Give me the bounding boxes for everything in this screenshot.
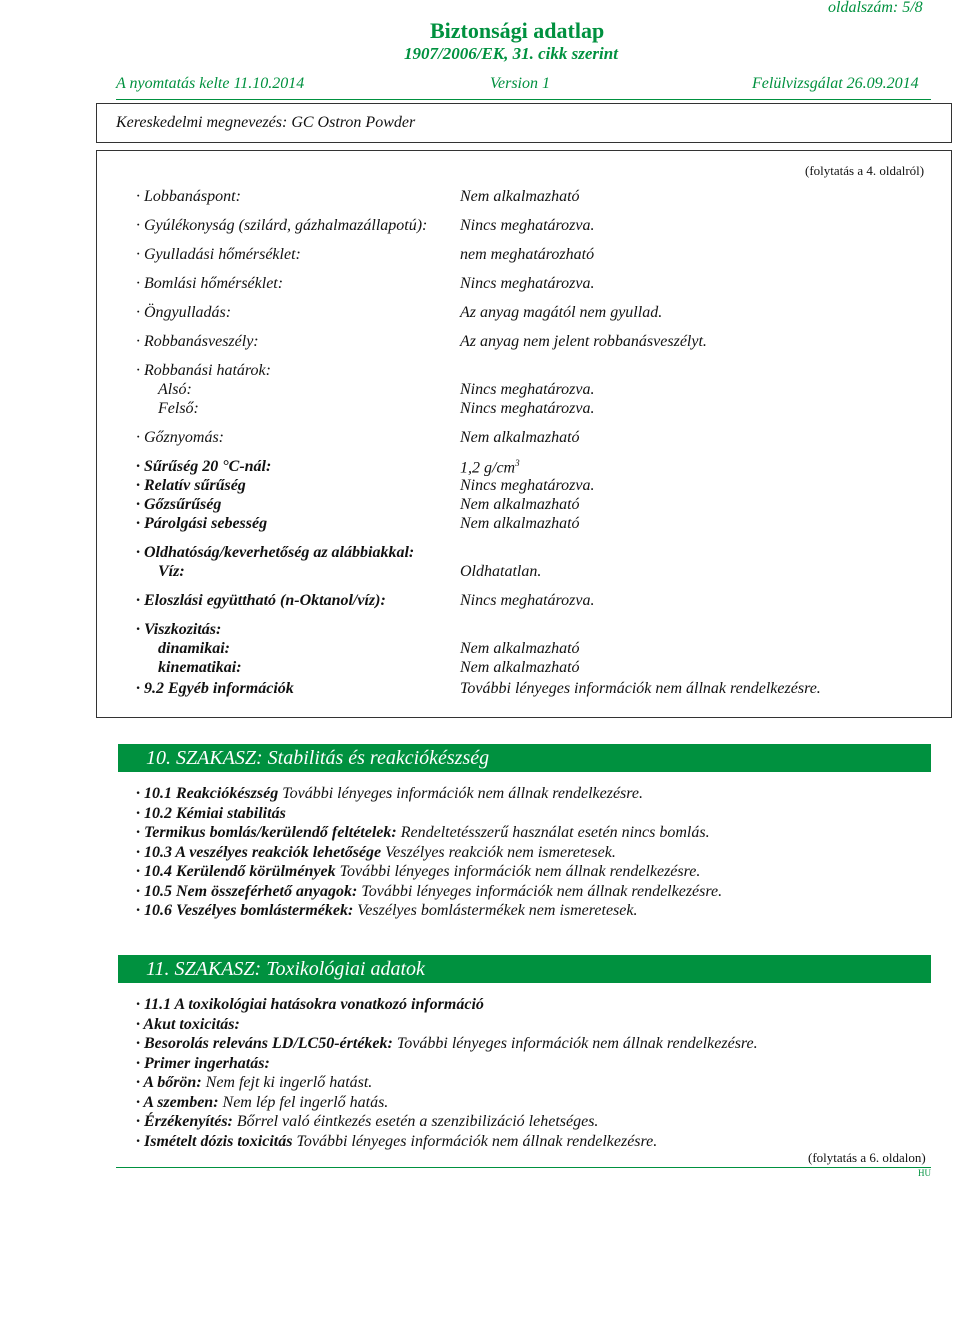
property-label: · Sűrűség 20 °C-nál: xyxy=(136,458,272,475)
section-line-text: Nem lép fel ingerlő hatás. xyxy=(218,1093,389,1111)
section-11-header xyxy=(118,955,931,983)
version: Version 1 xyxy=(490,75,550,92)
language-code: HU xyxy=(918,1168,931,1178)
trade-name-box xyxy=(96,103,952,143)
property-value-text: Az anyag nem jelent robbanásveszélyt. xyxy=(460,333,707,350)
property-value-text: 1,2 g/cm xyxy=(460,459,516,477)
section-line-heading: · 10.2 Kémiai stabilitás xyxy=(136,804,286,822)
property-label: · Eloszlási együttható (n-Oktanol/víz): xyxy=(136,592,386,609)
property-value-text: nem meghatározható xyxy=(460,246,595,263)
property-value-text: Az anyag magától nem gyullad. xyxy=(460,304,663,321)
continued-from: (folytatás a 4. oldalról) xyxy=(805,163,925,178)
property-value xyxy=(460,246,594,264)
document-title: Biztonsági adatlap xyxy=(430,18,605,43)
property-value-text: Nincs meghatározva. xyxy=(460,592,595,609)
property-value xyxy=(460,592,595,610)
property-value xyxy=(460,217,595,235)
trade-name: Kereskedelmi megnevezés: GC Ostron Powder xyxy=(116,114,416,131)
section-line-heading: · Termikus bomlás/kerülendő feltételek: xyxy=(136,824,397,841)
property-value-text: Nincs meghatározva. xyxy=(460,477,595,494)
section-line-heading: · 11.1 A toxikológiai hatásokra vonatkozó információ xyxy=(136,996,484,1013)
section-line xyxy=(136,1133,657,1151)
property-value-text: Nincs meghatározva. xyxy=(460,217,595,234)
property-label: · Viszkozitás: xyxy=(136,621,222,638)
property-label: kinematikai: xyxy=(158,659,242,676)
section-line xyxy=(136,996,484,1014)
section-line-text: Bőrrel való éintkezés esetén a szenzibilizáció lehetséges. xyxy=(232,1113,599,1130)
document-subtitle: 1907/2006/EK, 31. cikk szerint xyxy=(404,44,618,63)
section-line xyxy=(136,1094,388,1112)
section-line xyxy=(136,883,722,901)
property-label: Víz: xyxy=(158,563,185,580)
section-line-heading: · Primer ingerhatás: xyxy=(136,1054,270,1072)
property-label: · Relatív sűrűség xyxy=(136,477,246,494)
property-value xyxy=(460,458,520,477)
property-value-text: Nincs meghatározva. xyxy=(460,381,595,398)
property-value xyxy=(460,304,662,322)
property-label: · Robbanásveszély: xyxy=(136,333,259,350)
section-line xyxy=(136,1035,758,1053)
property-label: Alsó: xyxy=(158,381,192,398)
section-line xyxy=(136,902,637,920)
section-line-heading: · A bőrön: xyxy=(136,1074,202,1091)
property-label: · Gőzsűrűség xyxy=(136,496,222,513)
property-value xyxy=(460,188,580,206)
property-value-superscript: 3 xyxy=(515,458,520,468)
property-value-text: Nem alkalmazható xyxy=(460,496,580,513)
property-value xyxy=(460,515,580,533)
property-value-text: Nem alkalmazható xyxy=(460,515,580,532)
section-line xyxy=(136,1113,598,1131)
section-line-heading: · Besorolás releváns LD/LC50-értékek: xyxy=(136,1035,393,1052)
property-value-text: További lényeges információk nem állnak rendelkezésre. xyxy=(460,680,821,697)
property-value xyxy=(460,400,595,418)
property-value xyxy=(460,429,580,447)
section-11-title: 11. SZAKASZ: Toxikológiai adatok xyxy=(146,958,425,980)
property-label: · 9.2 Egyéb információk xyxy=(136,680,294,697)
property-label: · Gyulladási hőmérséklet: xyxy=(136,246,301,263)
section-10-header xyxy=(118,744,931,772)
section-line-text: Nem fejt ki ingerlő hatást. xyxy=(201,1074,373,1091)
property-value xyxy=(460,640,580,658)
property-label: · Robbanási határok: xyxy=(136,362,271,379)
property-value xyxy=(460,381,595,399)
page-number: oldalszám: 5/8 xyxy=(828,0,923,16)
property-value xyxy=(460,563,541,581)
property-value-text: Nem alkalmazható xyxy=(460,429,580,446)
revision-date: Felülvizsgálat 26.09.2014 xyxy=(752,75,919,92)
property-label: · Oldhatóság/keverhetőség az alábbiakkal: xyxy=(136,544,415,561)
section-line-heading: · A szemben: xyxy=(136,1093,219,1111)
section-line xyxy=(136,1016,240,1034)
section-line-text: További lényeges információk nem állnak rendelkezésre. xyxy=(392,1035,758,1052)
section-line-heading: · Érzékenyítés: xyxy=(136,1113,233,1130)
section-line xyxy=(136,1055,270,1073)
property-value-text: Nem alkalmazható xyxy=(460,188,580,205)
property-value xyxy=(460,333,707,351)
property-value xyxy=(460,659,580,677)
property-label: · Öngyulladás: xyxy=(136,304,232,321)
property-value-text: Nem alkalmazható xyxy=(460,640,580,657)
section-line-text: Rendeltetésszerű használat esetén nincs bomlás. xyxy=(396,824,710,841)
section-line-text: További lényeges információk nem állnak rendelkezésre. xyxy=(292,1132,658,1150)
property-value-text: Nincs meghatározva. xyxy=(460,400,595,417)
section-line-text: Veszélyes reakciók nem ismeretesek. xyxy=(381,843,616,861)
property-label: · Bomlási hőmérséklet: xyxy=(136,275,284,292)
section-line-text: További lényeges információk nem állnak rendelkezésre. xyxy=(278,785,643,802)
section-line-text: További lényeges információk nem állnak rendelkezésre. xyxy=(335,863,701,880)
section-line xyxy=(136,1074,372,1092)
property-value xyxy=(460,496,580,514)
section-line xyxy=(136,824,710,842)
property-label: Felső: xyxy=(158,400,199,417)
section-line-heading: · 10.1 Reakciókészség xyxy=(136,785,279,802)
section-line-heading: · Akut toxicitás: xyxy=(136,1015,240,1033)
section-line xyxy=(136,863,700,881)
section-line-heading: · Ismételt dózis toxicitás xyxy=(136,1132,293,1150)
section-line xyxy=(136,785,643,803)
property-value xyxy=(460,477,595,495)
section-10-title: 10. SZAKASZ: Stabilitás és reakciókészség xyxy=(146,747,490,769)
property-value-text: Oldhatatlan. xyxy=(460,563,542,580)
continued-to: (folytatás a 6. oldalon) xyxy=(808,1150,926,1165)
property-value-text: Nincs meghatározva. xyxy=(460,275,595,292)
section-line-heading: · 10.6 Veszélyes bomlástermékek: xyxy=(136,902,354,919)
print-date: A nyomtatás kelte 11.10.2014 xyxy=(116,75,305,92)
property-label: dinamikai: xyxy=(158,640,231,657)
property-value xyxy=(460,275,595,293)
property-label: · Gyúlékonyság (szilárd, gázhalmazállapotú): xyxy=(136,217,428,234)
section-line-heading: · 10.3 A veszélyes reakciók lehetősége xyxy=(136,843,382,861)
property-value-text: Nem alkalmazható xyxy=(460,659,580,676)
property-label: · Lobbanáspont: xyxy=(136,188,241,205)
property-value xyxy=(460,680,821,698)
footer-rule xyxy=(116,1167,931,1168)
section-line-heading: · 10.4 Kerülendő körülmények xyxy=(136,863,336,880)
section-line-heading: · 10.5 Nem összeférhető anyagok: xyxy=(136,882,358,900)
section-line-text: További lényeges információk nem állnak rendelkezésre. xyxy=(357,882,723,900)
header-rule xyxy=(116,99,931,100)
property-label: · Párolgási sebesség xyxy=(136,515,268,532)
property-label: · Gőznyomás: xyxy=(136,429,224,446)
section-line xyxy=(136,805,286,823)
section-line xyxy=(136,844,616,862)
section-line-text: Veszélyes bomlástermékek nem ismeretesek. xyxy=(353,902,638,919)
